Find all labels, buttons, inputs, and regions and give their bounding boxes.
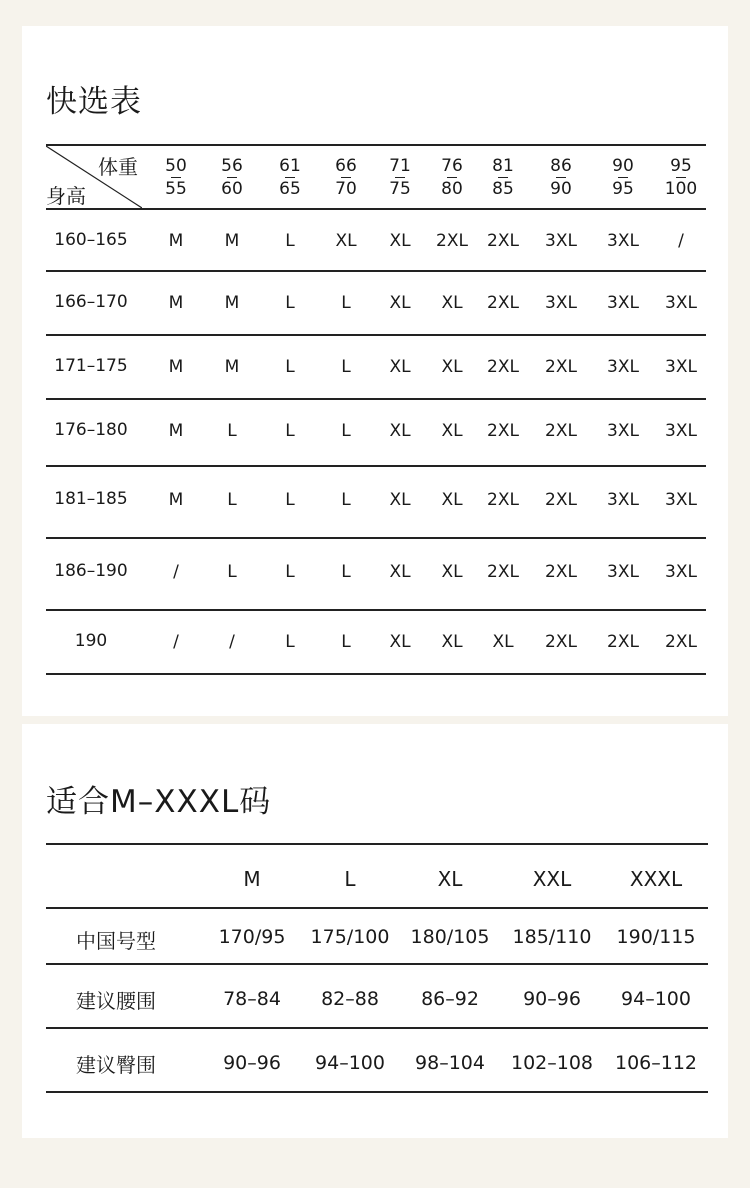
measurement-cell: 78–84 <box>223 988 281 1010</box>
weight-range-dash <box>227 177 237 178</box>
weight-range-dash <box>447 177 457 178</box>
table-row <box>46 210 706 272</box>
measurement-cell: 106–112 <box>614 1052 698 1074</box>
size-column-header: M <box>243 867 261 891</box>
measurement-cell: 94–100 <box>315 1052 385 1074</box>
size-cell: XL <box>389 632 411 652</box>
weight-range-header <box>151 156 201 199</box>
size-cell: L <box>341 293 351 313</box>
size-cell: 3XL <box>607 562 639 582</box>
size-cell: 2XL <box>545 357 577 377</box>
weight-range-dash <box>341 177 351 178</box>
height-range-cell: 166–170 <box>54 292 128 312</box>
height-range-cell: 181–185 <box>54 489 128 509</box>
size-cell: / <box>173 562 179 582</box>
size-cell: 3XL <box>665 421 697 441</box>
size-table-card <box>22 724 728 1138</box>
size-column-header: XXXL <box>629 867 683 891</box>
weight-range-header <box>375 156 425 199</box>
size-cell: L <box>227 421 237 441</box>
measurement-cell: 190/115 <box>616 926 696 948</box>
size-cell: 2XL <box>487 490 519 510</box>
size-cell: XL <box>389 357 411 377</box>
height-range-cell: 160–165 <box>54 230 128 250</box>
measurement-cell: 90–96 <box>223 1052 281 1074</box>
weight-max: 85 <box>492 179 514 199</box>
size-cell: XL <box>389 421 411 441</box>
row-label: 中国号型 <box>76 929 156 953</box>
weight-max: 90 <box>550 179 572 199</box>
weight-min: 95 <box>670 156 692 176</box>
table-row <box>46 400 706 467</box>
weight-min: 66 <box>335 156 357 176</box>
height-range-cell: 190 <box>74 631 108 651</box>
size-cell: M <box>168 357 184 377</box>
weight-range-dash <box>395 177 405 178</box>
size-cell: L <box>227 562 237 582</box>
row-label: 建议腰围 <box>76 989 156 1013</box>
size-cell: XL <box>441 490 463 510</box>
measurement-cell: 170/95 <box>218 926 286 948</box>
weight-min: 61 <box>279 156 301 176</box>
size-cell: L <box>285 293 295 313</box>
quick-select-header <box>46 144 706 210</box>
size-cell: 3XL <box>665 357 697 377</box>
size-cell: 3XL <box>545 293 577 313</box>
quick-select-card <box>22 26 728 716</box>
weight-max: 95 <box>612 179 634 199</box>
size-cell: 2XL <box>545 490 577 510</box>
weight-range-header <box>478 156 528 199</box>
height-range-cell: 171–175 <box>54 356 128 376</box>
size-cell: L <box>341 632 351 652</box>
weight-range-dash <box>618 177 628 178</box>
table-row <box>46 539 706 611</box>
measurement-cell: 102–108 <box>510 1052 594 1074</box>
size-cell: M <box>168 490 184 510</box>
size-cell: 3XL <box>665 562 697 582</box>
weight-range-header <box>598 156 648 199</box>
size-cell: L <box>285 490 295 510</box>
weight-range-header <box>536 156 586 199</box>
size-cell: M <box>224 293 240 313</box>
weight-min: 56 <box>221 156 243 176</box>
weight-range-header <box>207 156 257 199</box>
weight-max: 70 <box>335 179 357 199</box>
size-cell: 3XL <box>665 293 697 313</box>
weight-max: 100 <box>664 179 698 199</box>
size-cell: L <box>285 357 295 377</box>
weight-range-header <box>265 156 315 199</box>
size-cell: XL <box>389 562 411 582</box>
size-cell: XL <box>389 490 411 510</box>
weight-max: 75 <box>389 179 411 199</box>
size-column-header: L <box>344 867 356 891</box>
weight-range-header <box>427 156 477 199</box>
weight-min: 86 <box>550 156 572 176</box>
size-column-header: XL <box>437 867 463 891</box>
size-cell: 2XL <box>487 231 519 251</box>
size-cell: L <box>341 421 351 441</box>
size-cell: L <box>285 421 295 441</box>
size-cell: 3XL <box>665 490 697 510</box>
size-cell: 3XL <box>607 231 639 251</box>
height-range-cell: 186–190 <box>54 561 128 581</box>
quick-select-table <box>46 144 706 675</box>
table-row <box>46 467 706 539</box>
weight-max: 55 <box>165 179 187 199</box>
size-table-title: 适合M–XXXL码 <box>46 784 272 820</box>
size-cell: 2XL <box>545 562 577 582</box>
size-cell: 2XL <box>607 632 639 652</box>
weight-min: 50 <box>165 156 187 176</box>
size-cell: L <box>341 562 351 582</box>
weight-range-header <box>321 156 371 199</box>
size-cell: 2XL <box>436 231 468 251</box>
size-cell: 2XL <box>487 562 519 582</box>
size-cell: XL <box>441 357 463 377</box>
weight-max: 80 <box>441 179 463 199</box>
size-cell: L <box>285 632 295 652</box>
size-cell: 2XL <box>545 632 577 652</box>
weight-min: 81 <box>492 156 514 176</box>
size-cell: 3XL <box>607 357 639 377</box>
table-row <box>46 611 706 675</box>
size-cell: XL <box>441 562 463 582</box>
size-cell: 2XL <box>665 632 697 652</box>
size-cell: 2XL <box>487 293 519 313</box>
table-row <box>46 909 708 965</box>
measurement-cell: 180/105 <box>410 926 490 948</box>
size-cell: 2XL <box>487 421 519 441</box>
weight-range-header <box>656 156 706 199</box>
size-column-header: XXL <box>532 867 572 891</box>
weight-min: 71 <box>389 156 411 176</box>
measurement-cell: 82–88 <box>321 988 379 1010</box>
size-table <box>46 843 708 1093</box>
measurement-cell: 98–104 <box>415 1052 485 1074</box>
size-cell: 2XL <box>487 357 519 377</box>
corner-weight-label: 体重 <box>98 155 138 179</box>
weight-min: 90 <box>612 156 634 176</box>
row-label: 建议臀围 <box>76 1053 156 1077</box>
size-cell: XL <box>492 632 514 652</box>
size-cell: L <box>341 490 351 510</box>
size-cell: XL <box>335 231 357 251</box>
quick-select-title: 快选表 <box>46 84 142 120</box>
size-cell: L <box>227 490 237 510</box>
corner-height-label: 身高 <box>46 184 86 208</box>
weight-range-dash <box>285 177 295 178</box>
weight-range-dash <box>556 177 566 178</box>
size-cell: XL <box>389 293 411 313</box>
size-cell: L <box>285 562 295 582</box>
size-cell: XL <box>441 421 463 441</box>
weight-range-dash <box>498 177 508 178</box>
size-cell: L <box>285 231 295 251</box>
size-cell: M <box>168 231 184 251</box>
height-range-cell: 176–180 <box>54 420 128 440</box>
table-row <box>46 1029 708 1093</box>
weight-max: 65 <box>279 179 301 199</box>
size-cell: M <box>224 231 240 251</box>
table-row <box>46 965 708 1029</box>
size-cell: 3XL <box>607 293 639 313</box>
table-row <box>46 336 706 400</box>
size-cell: XL <box>441 293 463 313</box>
size-cell: / <box>678 231 684 251</box>
weight-max: 60 <box>221 179 243 199</box>
measurement-cell: 86–92 <box>421 988 479 1010</box>
size-cell: / <box>229 632 235 652</box>
header-corner <box>46 146 142 208</box>
measurement-cell: 90–96 <box>523 988 581 1010</box>
size-table-header <box>46 843 708 909</box>
size-cell: 3XL <box>545 231 577 251</box>
size-cell: L <box>341 357 351 377</box>
weight-range-dash <box>676 177 686 178</box>
size-cell: 3XL <box>607 421 639 441</box>
measurement-cell: 175/100 <box>310 926 390 948</box>
size-cell: XL <box>389 231 411 251</box>
size-cell: / <box>173 632 179 652</box>
weight-min: 76 <box>441 156 463 176</box>
size-cell: 3XL <box>607 490 639 510</box>
size-cell: M <box>168 293 184 313</box>
measurement-cell: 94–100 <box>621 988 691 1010</box>
weight-range-dash <box>171 177 181 178</box>
size-cell: 2XL <box>545 421 577 441</box>
size-cell: M <box>224 357 240 377</box>
size-cell: M <box>168 421 184 441</box>
table-row <box>46 272 706 336</box>
size-cell: XL <box>441 632 463 652</box>
measurement-cell: 185/110 <box>512 926 592 948</box>
